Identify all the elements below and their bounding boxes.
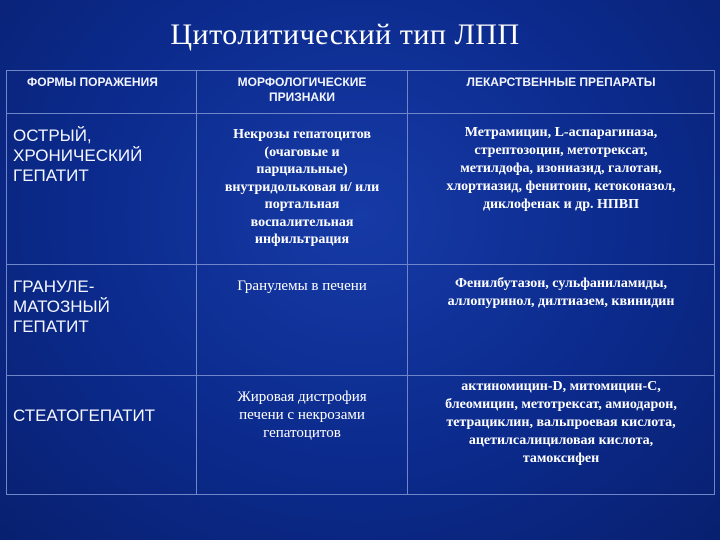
header-drugs: ЛЕКАРСТВЕННЫЕ ПРЕПАРАТЫ xyxy=(408,71,715,114)
slide-title: Цитолитический тип ЛПП xyxy=(170,18,520,51)
drugs-cell xyxy=(408,265,715,376)
morphology-cell xyxy=(197,114,408,265)
morphology-cell xyxy=(197,265,408,376)
drugs-text: Метрамицин, L-аспарагиназа, стрептозоцин, метотрексат, метилдофа, изониазид, галотан, хлортиазид, фенитоин, кетоконазол, диклофенак и др. НПВП xyxy=(446,125,676,212)
form-cell xyxy=(7,376,197,495)
form-cell xyxy=(7,114,197,265)
morphology-text: Некрозы гепатоцитов (очаговые и парциальные) внутридольковая и/ или портальная воспалительная инфильтрация xyxy=(224,127,380,247)
drugs-cell xyxy=(408,376,715,495)
morphology-text: Гранулемы в печени xyxy=(237,278,367,294)
table-header-row xyxy=(7,71,715,114)
header-morphology-text: МОРФОЛОГИЧЕСКИЕ ПРИЗНАКИ xyxy=(237,75,367,104)
drugs-text: Фенилбутазон, сульфаниламиды, аллопуринол, дилтиазем, квинидин xyxy=(447,276,675,309)
drugs-text: актиномицин-D, митомицин-С, блеомицин, метотрексат, амиодарон, тетрациклин, вальпроевая кислота, ацетилсалициловая кислота, тамоксифен xyxy=(445,379,677,466)
header-morphology xyxy=(197,71,408,114)
header-forms: ФОРМЫ ПОРАЖЕНИЯ xyxy=(7,71,197,114)
morphology-cell xyxy=(197,376,408,495)
table-row xyxy=(7,114,715,265)
drug-liver-injury-table xyxy=(6,70,715,495)
table-row xyxy=(7,265,715,376)
form-text: СТЕАТОГЕПАТИТ xyxy=(13,406,156,425)
form-text: ОСТРЫЙ, ХРОНИЧЕСКИЙ ГЕПАТИТ xyxy=(13,126,143,185)
drugs-cell xyxy=(408,114,715,265)
form-cell xyxy=(7,265,197,376)
form-text: ГРАНУЛЕ- МАТОЗНЫЙ ГЕПАТИТ xyxy=(13,277,110,336)
morphology-text: Жировая дистрофия печени с некрозами гепатоцитов xyxy=(237,389,367,441)
table-row xyxy=(7,376,715,495)
